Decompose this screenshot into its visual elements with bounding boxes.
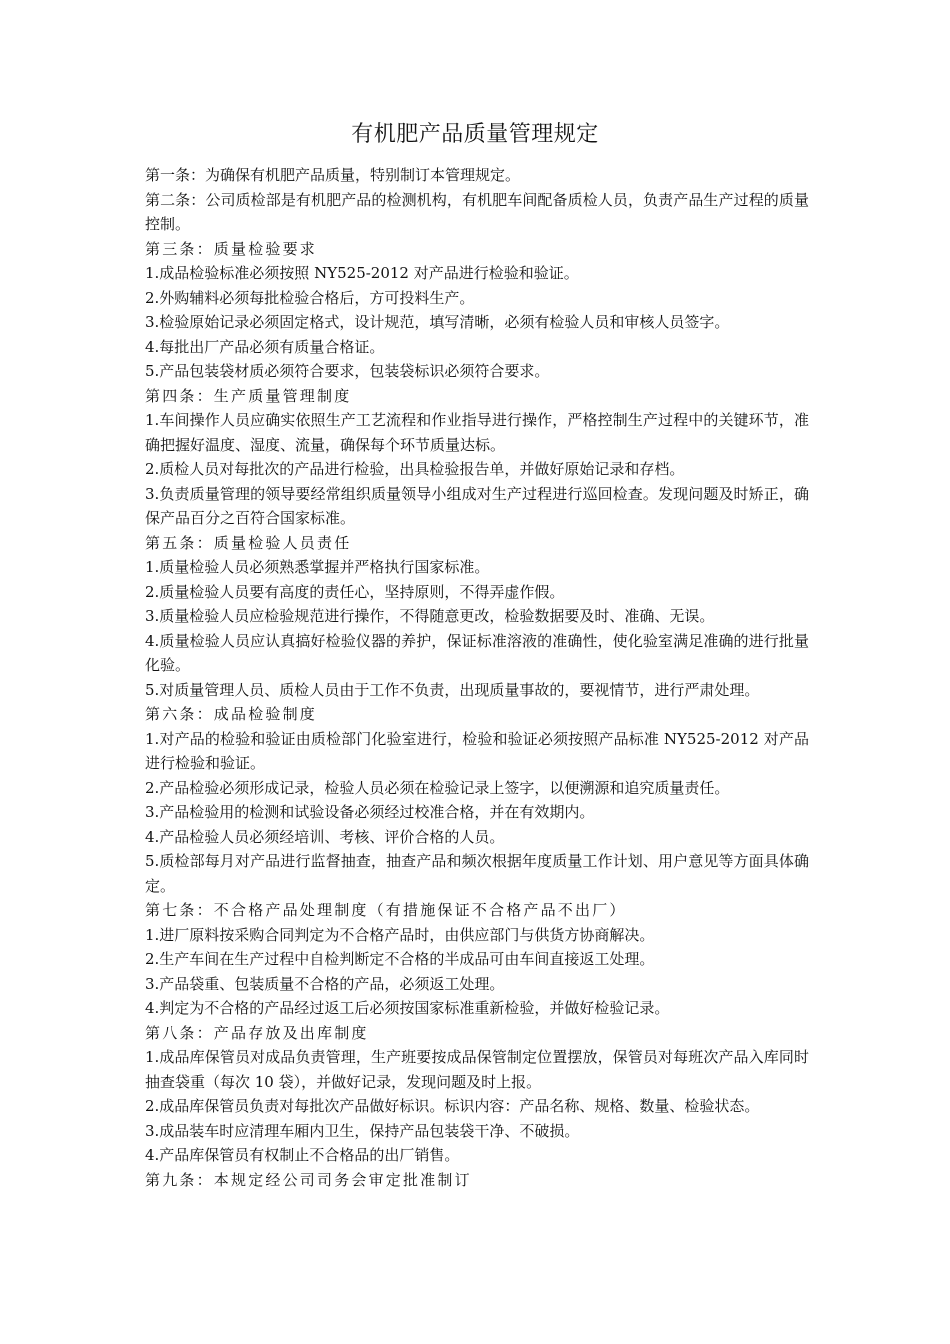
article-8-heading: 第八条：产品存放及出库制度 xyxy=(145,1023,369,1042)
article-5-item-1: 1.质量检验人员必须熟悉掌握并严格执行国家标准。 xyxy=(145,558,490,576)
article-4-item-3: 3.负责质量管理的领导要经常组织质量领导小组成对生产过程进行巡回检查。发现问题及时矫正，确保产品百分之百符合国家标准。 xyxy=(145,484,809,527)
article-8-item-3: 3.成品装车时应清理车厢内卫生，保持产品包装袋干净、不破损。 xyxy=(145,1121,580,1140)
article-7-item-4: 4.判定为不合格的产品经过返工后必须按国家标准重新检验，并做好检验记录。 xyxy=(145,999,670,1017)
article-7-item-1: 1.进厂原料按采购合同判定为不合格产品时，由供应部门与供货方协商解决。 xyxy=(145,925,655,944)
document-body xyxy=(145,163,809,1192)
article-3-item-3: 3.检验原始记录必须固定格式，设计规范，填写清晰，必须有检验人员和审核人员签字。 xyxy=(145,313,730,331)
article-3-item-2: 2.外购辅料必须每批检验合格后，方可投料生产。 xyxy=(145,288,475,307)
article-4-heading: 第四条：生产质量管理制度 xyxy=(145,386,352,405)
document-title: 有机肥产品质量管理规定 xyxy=(351,122,599,147)
article-8-item-1: 1.成品库保管员对成品负责管理，生产班要按成品保管制定位置摆放，保管员对每班次产品入库同时抽查袋重（每次 10 袋），并做好记录，发现问题及时上报。 xyxy=(145,1048,809,1091)
article-3-item-4: 4.每批出厂产品必须有质量合格证。 xyxy=(145,337,385,356)
article-9-heading: 第九条：本规定经公司司务会审定批准制订 xyxy=(145,1170,472,1189)
article-2: 第二条：公司质检部是有机肥产品的检测机构，有机肥车间配备质检人员，负责产品生产过程的质量控制。 xyxy=(145,190,809,233)
article-3-item-1: 1.成品检验标准必须按照 NY525-2012 对产品进行检验和验证。 xyxy=(145,264,579,282)
article-5-item-2: 2.质量检验人员要有高度的责任心，坚持原则，不得弄虚作假。 xyxy=(145,582,565,601)
article-3-heading: 第三条：质量检验要求 xyxy=(145,239,318,258)
article-5-heading: 第五条：质量检验人员责任 xyxy=(145,533,352,552)
article-6-item-3: 3.产品检验用的检测和试验设备必须经过校准合格，并在有效期内。 xyxy=(145,803,595,821)
article-7-heading: 第七条：不合格产品处理制度（有措施保证不合格产品不出厂） xyxy=(145,901,627,919)
article-5-item-4: 4.质量检验人员应认真搞好检验仪器的养护，保证标准溶液的准确性，使化验室满足准确的进行批量化验。 xyxy=(145,631,809,674)
article-6-item-2: 2.产品检验必须形成记录，检验人员必须在检验记录上签字，以便溯源和追究质量责任。 xyxy=(145,778,730,797)
article-8-item-4: 4.产品库保管员有权制止不合格品的出厂销售。 xyxy=(145,1146,460,1164)
article-5-item-3: 3.质量检验人员应检验规范进行操作，不得随意更改，检验数据要及时、准确、无误。 xyxy=(145,607,715,625)
article-1: 第一条：为确保有机肥产品质量，特别制订本管理规定。 xyxy=(145,166,521,184)
article-4-item-2: 2.质检人员对每批次的产品进行检验，出具检验报告单，并做好原始记录和存档。 xyxy=(145,460,685,478)
article-6-item-5: 5.质检部每月对产品进行监督抽查，抽查产品和频次根据年度质量工作计划、用户意见等方面具体确定。 xyxy=(145,852,809,895)
article-3-item-5: 5.产品包装袋材质必须符合要求，包装袋标识必须符合要求。 xyxy=(145,362,550,380)
article-6-heading: 第六条：成品检验制度 xyxy=(145,705,318,723)
article-8-item-2: 2.成品库保管员负责对每批次产品做好标识。标识内容：产品名称、规格、数量、检验状态。 xyxy=(145,1097,760,1115)
article-6-item-4: 4.产品检验人员必须经培训、考核、评价合格的人员。 xyxy=(145,827,505,846)
article-5-item-5: 5.对质量管理人员、质检人员由于工作不负责，出现质量事故的，要视情节，进行严肃处理。 xyxy=(145,680,760,699)
article-6-item-1: 1.对产品的检验和验证由质检部门化验室进行，检验和验证必须按照产品标准 NY525-2012 对产品进行检验和验证。 xyxy=(145,729,809,772)
article-7-item-2: 2.生产车间在生产过程中自检判断定不合格的半成品可由车间直接返工处理。 xyxy=(145,950,655,968)
article-7-item-3: 3.产品袋重、包装质量不合格的产品，必须返工处理。 xyxy=(145,974,505,993)
article-4-item-1: 1.车间操作人员应确实依照生产工艺流程和作业指导进行操作，严格控制生产过程中的关键环节，准确把握好温度、湿度、流量，确保每个环节质量达标。 xyxy=(145,411,809,454)
